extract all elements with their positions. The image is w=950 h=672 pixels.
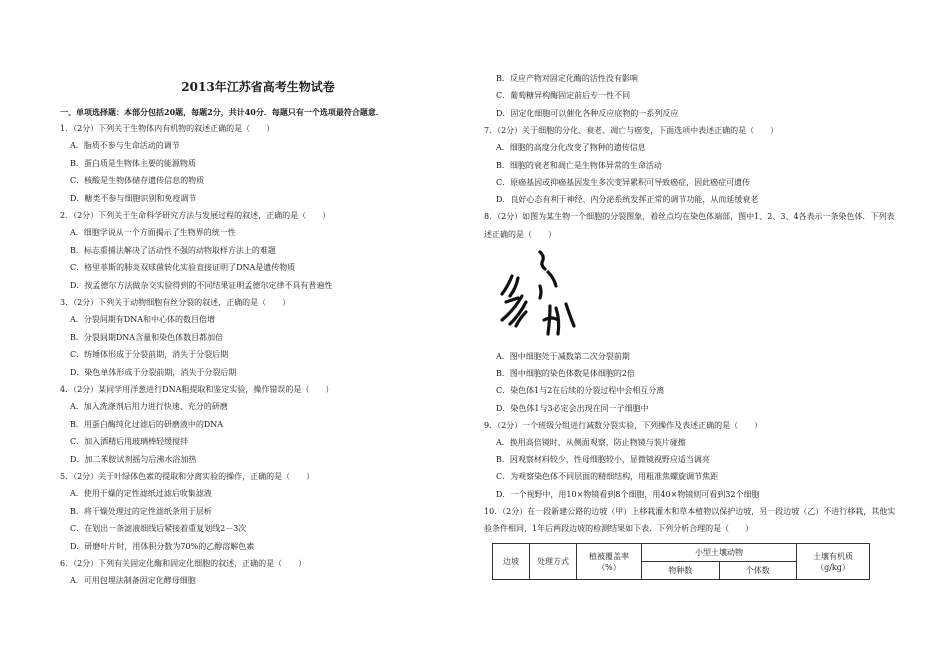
answer-option: D．加二苯胺试剂摇匀后沸水浴加热 [70,454,197,464]
section-heading: 一、单项选择题：本部分包括20题，每题2分，共计40分．每题只有一个选项最符合题意． [60,107,384,117]
answer-option: A．脂质不参与生命活动的调节 [70,141,180,151]
answer-option: B．图中细胞的染色体数是体细胞的2倍 [496,369,635,379]
answer-option: A．加入洗涤剂后用力进行快速、充分的研磨 [70,402,228,412]
answer-option: C．格里菲斯的肺炎双球菌转化实验直接证明了DNA是遗传物质 [70,263,296,273]
answer-option: B．标志重捕法解决了活动性不强的动物取样方法上的难题 [70,245,276,255]
question-stem: 8．（2分）如图为某生物一个细胞的分裂图象，着丝点均在染色体端部，图中1、2、3、4各表示一条染色体．下列表 [484,212,895,222]
answer-option: C．核酸是生物体储存遗传信息的物质 [70,176,205,186]
question-stem: 2．（2分）下列关于生命科学研究方法与发展过程的叙述，正确的是（ ） [60,211,331,220]
chromosome-1 [540,252,545,269]
chromosome-3 [502,276,518,302]
answer-option: A．细胞学说从一个方面揭示了生物界的统一性 [70,228,236,238]
table-header-row-1 [493,544,870,562]
answer-option: C．加入酒精后用玻璃棒轻缓搅拌 [70,437,189,447]
answer-option: C．在划出一条滤液细线后紧接着重复划线2－3次 [70,524,247,534]
answer-option: A．分裂间期有DNA和中心体的数目倍增 [70,315,215,325]
header-organic: 土壤有机质（g/kg） [797,544,870,580]
paper-title: 2013年江苏省高考生物试卷 [181,80,335,94]
answer-option: A．使用干燥的定性滤纸过滤后收集滤液 [70,489,212,499]
cell-division-figure [492,246,578,342]
header-animals: 小型土壤动物 [642,544,797,562]
header-species: 物种数 [642,562,720,580]
answer-option: D．染色单体形成于分裂前期，消失于分裂后期 [70,367,237,377]
chromosome-6 [566,304,574,326]
question-stem: 述正确的是（ ） [484,229,556,239]
header-side: 边坡 [493,544,530,580]
answer-option: D．良好心态有利于神经、内分泌系统发挥正常的调节功能，从而延缓衰老 [496,195,759,205]
question-stem: 1．（2分）下列关于生物体内有机物的叙述正确的是（ ） [60,124,275,133]
chromosome-5 [544,306,559,334]
question-stem: 9．（2分）一个班级分组进行减数分裂实验，下列操作及表述正确的是（ ） [484,420,763,430]
header-cover: 植被覆盖率（%） [577,544,642,580]
answer-option: B．蛋白质是生物体主要的能源物质 [70,158,196,168]
answer-option: D．按孟德尔方法做杂交实验得到的不同结果证明孟德尔定律不具有普遍性 [70,280,333,290]
header-method: 处理方式 [530,544,577,580]
answer-option: A．图中细胞处于减数第二次分裂前期 [496,352,630,361]
answer-option: B．反应产物对固定化酶的活性没有影响 [496,74,638,83]
answer-option: B．细胞的衰老和凋亡是生物体异常的生命活动 [496,160,662,170]
question-stem: 4．（2分）某同学用洋葱进行DNA粗提取和鉴定实验，操作错误的是（ ） [60,385,334,394]
answer-option: B．将干燥处理过的定性滤纸条用于层析 [70,506,212,516]
answer-option: C．纺锤体形成于分裂前期，消失于分裂后期 [70,350,229,360]
answer-option: D．一个视野中，用10×物镜看到8个细胞，用40×物镜则可看到32个细胞 [496,489,760,499]
question-stem: 7．（2分）关于细胞的分化、衰老、凋亡与癌变，下面选项中表述正确的是（ ） [484,125,779,135]
answer-option: C．为观察染色体不同层面的精细结构，用粗准焦螺旋调节焦距 [496,472,719,482]
question-stem: 验条件相同，1年后两段边坡的检测结果如下表．下列分析合理的是（ ） [484,524,754,533]
answer-option: B．分裂间期DNA含量和染色体数目都加倍 [70,332,224,342]
chromosome-2 [548,272,556,286]
soil-results-table [492,543,870,580]
answer-option: D．研磨叶片时，用体积分数为70%的乙醇溶解色素 [70,541,255,551]
chromosome-7 [540,286,541,298]
answer-option: A．可用包埋法制备固定化酵母细胞 [70,576,196,586]
answer-option: C．原癌基因或抑癌基因发生多次变异累积可导致癌症，因此癌症可遗传 [496,177,751,187]
answer-option: A．换用高倍镜时，从侧面观察，防止物镜与装片碰擦 [496,438,686,447]
question-stem: 10．（2分）在一段新建公路的边坡（甲）上移栽灌木和草本植物以保护边坡，另一段边坡（乙）不进行移栽，其他实 [484,506,896,516]
answer-option: D．固定化细胞可以催化各种反应底物的一系列反应 [496,108,679,118]
header-count: 个体数 [719,562,797,580]
answer-option: C．染色体1与2在后续的分裂过程中会相互分离 [496,386,665,396]
answer-option: A．细胞的高度分化改变了物种的遗传信息 [496,143,646,153]
answer-option: D．染色体1与3必定会出现在同一子细胞中 [496,403,649,413]
question-stem: 6．（2分）下列有关固定化酶和固定化细胞的叙述，正确的是（ ） [60,559,307,568]
answer-option: D．糖类不参与细胞识别和免疫调节 [70,193,197,203]
answer-option: B．因观察材料较少，性母细胞较小，显微镜视野应适当调亮 [496,455,710,465]
answer-option: C．葡萄糖异构酶固定前后专一性不同 [496,91,631,101]
question-stem: 5．（2分）关于叶绿体色素的提取和分离实验的操作，正确的是（ ） [60,472,315,481]
answer-option: B．用蛋白酶纯化过滤后的研磨液中的DNA [70,419,224,429]
question-stem: 3．（2分）下列关于动物细胞有丝分裂的叙述，正确的是（ ） [60,298,291,307]
